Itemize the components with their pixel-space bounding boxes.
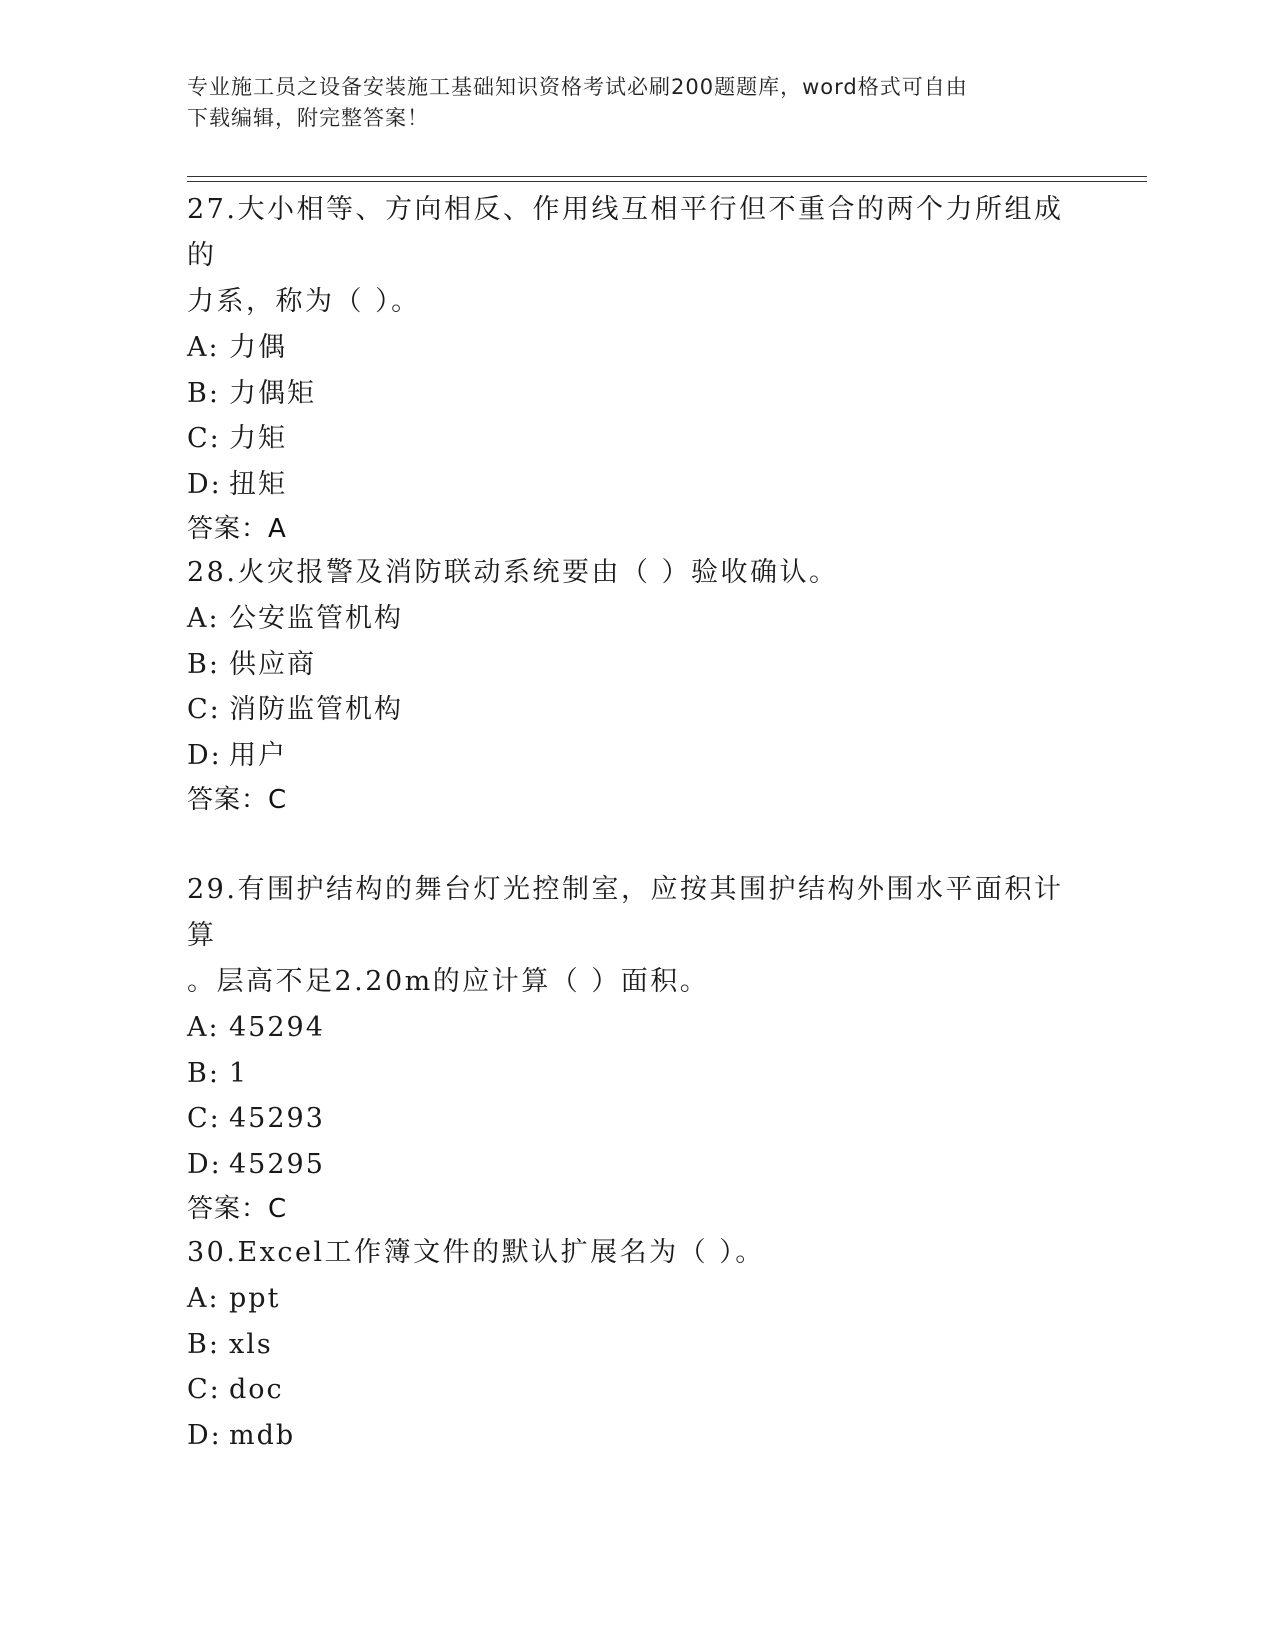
header-divider-top: [187, 176, 1147, 177]
question-stem-line-1: 27.大小相等、方向相反、作用线互相平行但不重合的两个力所组成的: [187, 194, 1064, 271]
option-letter: A:: [187, 1012, 220, 1043]
option-text: mdb: [229, 1419, 296, 1451]
answer-line: 答案：A: [187, 514, 287, 544]
option-text: ppt: [229, 1283, 281, 1314]
question-stem-line-2: 力系，称为（ ）。: [187, 286, 421, 317]
option-letter: C:: [187, 1374, 221, 1405]
header-line-1: 专业施工员之设备安装施工基础知识资格考试必刷200题题库，word格式可自由: [187, 75, 968, 99]
option-text: 供应商: [229, 648, 316, 680]
option-text: 扭矩: [229, 468, 287, 500]
option-a: [187, 325, 1087, 371]
option-b: [187, 371, 1087, 417]
option-text: 力偶矩: [229, 377, 316, 409]
question-stem-line-1: 30.Excel工作簿文件的默认扩展名为（ ）。: [187, 1237, 765, 1268]
question-30: [187, 1230, 1087, 1458]
option-b: [187, 1322, 1087, 1368]
option-a: [187, 1276, 1087, 1322]
option-letter: C:: [187, 694, 221, 725]
option-letter: B:: [187, 1328, 220, 1360]
option-c: [187, 416, 1087, 462]
option-text: 公安监管机构: [229, 603, 403, 634]
option-text: 45295: [229, 1148, 325, 1180]
option-letter: D:: [187, 468, 222, 500]
option-letter: C:: [187, 423, 221, 454]
option-a: [187, 1005, 1087, 1051]
option-text: 力偶: [229, 332, 287, 363]
option-letter: D:: [187, 1148, 222, 1180]
option-d: [187, 733, 1087, 779]
question-27: [187, 187, 1087, 552]
option-text: 45293: [229, 1103, 325, 1134]
option-text: 消防监管机构: [229, 694, 403, 725]
question-stem-line-1: 29.有围护结构的舞台灯光控制室，应按其围护结构外围水平面积计算: [187, 874, 1064, 951]
header-divider-bottom: [187, 181, 1147, 182]
option-letter: A:: [187, 1283, 220, 1314]
header-line-2: 下载编辑，附完整答案！: [187, 106, 429, 130]
option-letter: A:: [187, 603, 220, 634]
answer-line: 答案：C: [187, 1194, 288, 1224]
option-c: [187, 1367, 1087, 1413]
option-letter: D:: [187, 1419, 222, 1451]
question-stem-line-2: 。层高不足2.20m的应计算（ ）面积。: [187, 966, 710, 997]
question-stem-line-1: 28.火灾报警及消防联动系统要由（ ）验收确认。: [187, 557, 839, 588]
option-text: 1: [229, 1057, 249, 1089]
option-text: xls: [229, 1328, 273, 1360]
option-text: doc: [229, 1374, 284, 1405]
document-header: [187, 72, 1067, 134]
option-d: [187, 1142, 1087, 1188]
option-b: [187, 642, 1087, 688]
answer-line: 答案：C: [187, 785, 288, 815]
option-c: [187, 1096, 1087, 1142]
option-letter: C:: [187, 1103, 221, 1134]
option-c: [187, 687, 1087, 733]
option-letter: B:: [187, 648, 220, 680]
option-text: 45294: [229, 1012, 325, 1043]
option-text: 用户: [229, 739, 287, 771]
option-letter: A:: [187, 332, 220, 363]
option-letter: B:: [187, 1057, 220, 1089]
option-letter: B:: [187, 377, 220, 409]
question-29: [187, 867, 1087, 1232]
option-d: [187, 1413, 1087, 1459]
option-a: [187, 596, 1087, 642]
question-28: [187, 550, 1087, 823]
option-d: [187, 462, 1087, 508]
option-letter: D:: [187, 739, 222, 771]
option-text: 力矩: [229, 423, 287, 454]
option-b: [187, 1051, 1087, 1097]
